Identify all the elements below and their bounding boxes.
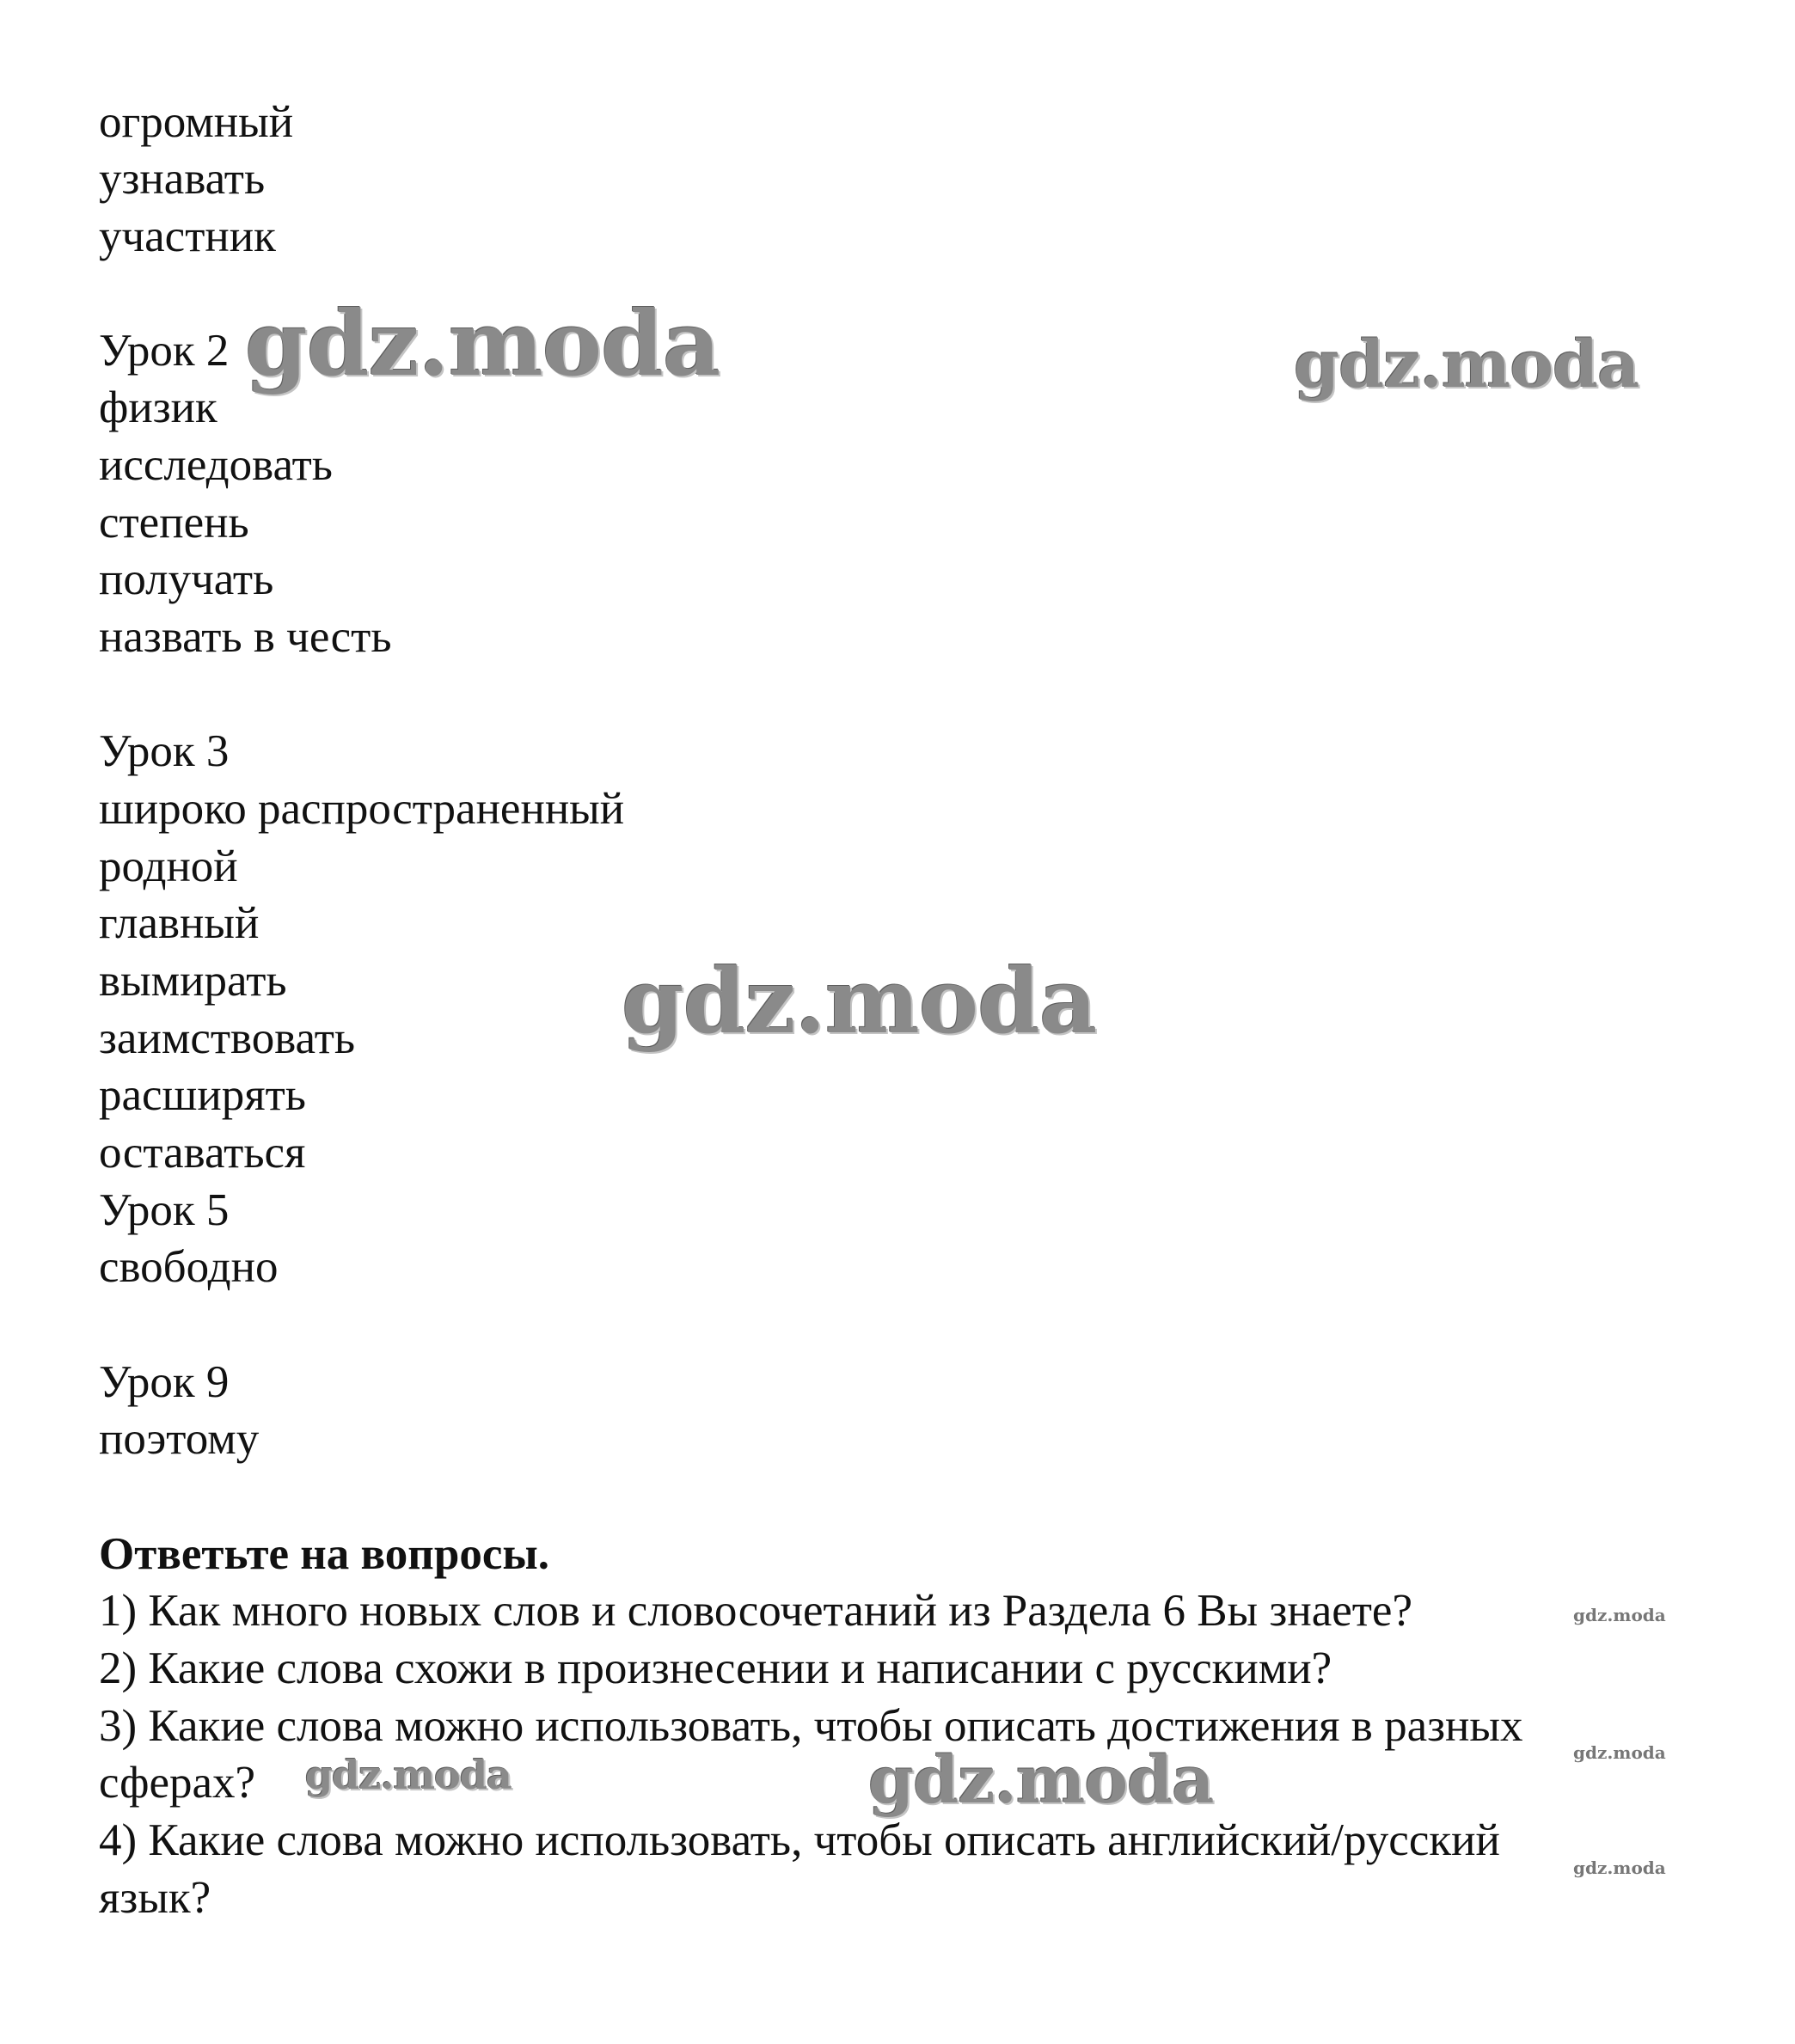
vocab-word: получать bbox=[99, 554, 274, 604]
lesson-title: Урок 3 bbox=[99, 726, 230, 776]
vocab-word: степень bbox=[99, 498, 249, 548]
question-line: язык? bbox=[99, 1873, 211, 1923]
watermark: gdz.moda bbox=[622, 948, 1097, 1054]
vocab-word: исследовать bbox=[99, 440, 333, 490]
vocab-word: свободно bbox=[99, 1242, 279, 1292]
watermark: gdz.moda bbox=[305, 1752, 512, 1798]
vocab-word: родной bbox=[99, 841, 238, 891]
watermark: gdz.moda bbox=[1294, 326, 1639, 402]
vocab-word: огромный bbox=[99, 97, 294, 147]
vocab-word: поэтому bbox=[99, 1414, 260, 1464]
lesson-title: Урок 9 bbox=[99, 1357, 230, 1407]
questions-heading: Ответьте на вопросы. bbox=[99, 1529, 549, 1579]
watermark: gdz.moda bbox=[1573, 1857, 1666, 1878]
vocab-word: расширять bbox=[99, 1070, 306, 1120]
lesson-title: Урок 2 bbox=[99, 326, 230, 376]
vocab-word: узнавать bbox=[99, 154, 266, 204]
question-line: 3) Какие слова можно использовать, чтобы описать достижения в разных bbox=[99, 1701, 1523, 1751]
vocab-word: назвать в честь bbox=[99, 612, 392, 662]
watermark: gdz.moda bbox=[245, 291, 720, 396]
vocab-word: участник bbox=[99, 211, 276, 261]
question-line: 1) Как много новых слов и словосочетаний из Раздела 6 Вы знаете? bbox=[99, 1586, 1412, 1636]
question-line: 2) Какие слова схожи в произнесении и написании с русскими? bbox=[99, 1643, 1332, 1693]
question-line: сферах? bbox=[99, 1758, 256, 1808]
watermark: gdz.moda bbox=[1573, 1605, 1666, 1625]
watermark: gdz.moda bbox=[1573, 1742, 1666, 1763]
vocab-word: физик bbox=[99, 382, 217, 432]
watermark: gdz.moda bbox=[868, 1741, 1214, 1818]
vocab-word: заимствовать bbox=[99, 1013, 356, 1063]
lesson-title: Урок 5 bbox=[99, 1185, 230, 1235]
vocab-word: широко распространенный bbox=[99, 784, 625, 834]
question-line: 4) Какие слова можно использовать, чтобы описать английский/русский bbox=[99, 1815, 1500, 1865]
vocab-word: оставаться bbox=[99, 1128, 306, 1178]
vocab-word: вымирать bbox=[99, 956, 287, 1006]
vocab-word: главный bbox=[99, 898, 260, 948]
